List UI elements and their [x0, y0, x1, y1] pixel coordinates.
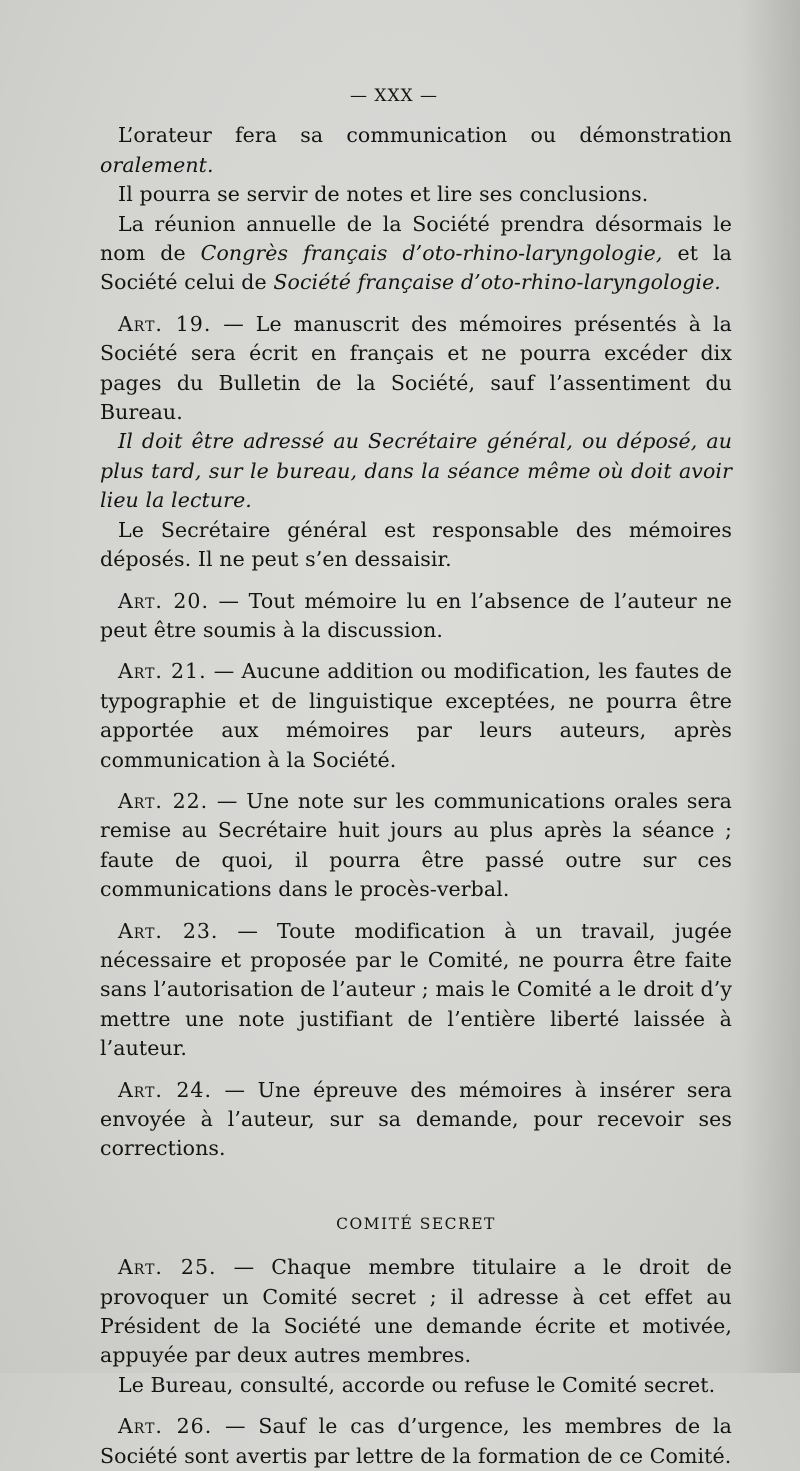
- article-19: [100, 310, 732, 428]
- article-23: [100, 917, 732, 1064]
- article-26: [100, 1412, 732, 1471]
- article-text: — Aucune addition ou modification, les fautes de typographie et de linguistique exceptées, ne pourra être apportée aux mémoires par leurs auteurs, après communication à la Société.: [100, 659, 732, 772]
- article-text: — Une épreuve des mémoires à insérer sera envoyée à l’auteur, sur sa demande, pour recevoir ses corrections.: [100, 1077, 732, 1161]
- article-text: — Une note sur les communications orales sera remise au Secrétaire huit jours au plus après la séance ; faute de quoi, il pourra être passé outre sur ces communications dans le procès-verbal.: [100, 788, 733, 902]
- article-24: [100, 1076, 732, 1164]
- society-name: Société française d’oto-rhino-laryngologie.: [273, 270, 721, 295]
- congress-name: Congrès français d’oto-rhino-laryngologie,: [200, 241, 663, 266]
- article-21: [100, 657, 732, 775]
- article-label: Art. 25.: [118, 1255, 217, 1280]
- article-label: Art. 24.: [118, 1077, 212, 1102]
- page-edge-shadow: [740, 0, 800, 1373]
- paragraph-congress-name: [100, 210, 732, 298]
- paragraph-text: et la Société celui de: [100, 241, 732, 295]
- article-text: — Sauf le cas d’urgence, les membres de la Société sont avertis par lettre de la formation de ce Comité.: [100, 1414, 732, 1468]
- article-text: — Tout mémoire lu en l’absence de l’auteur ne peut être soumis à la discussion.: [100, 588, 733, 642]
- article-22: [100, 787, 732, 905]
- paragraph-text: L’orateur fera sa communication ou démonstration: [118, 123, 732, 148]
- article-label: Art. 22.: [118, 788, 209, 813]
- article-label: Art. 21.: [118, 659, 207, 684]
- paragraph-notes: Il pourra se servir de notes et lire ses conclusions.: [118, 182, 649, 207]
- paragraph-oral-communication: [100, 121, 732, 180]
- article-text: — Le manuscrit des mémoires présentés à la Société sera écrit en français et ne pourra excéder dix pages du Bulletin de la Société, sauf l’assentiment du Bureau.: [100, 311, 733, 425]
- page-folio: — XXX —: [349, 86, 439, 106]
- article-19-responsibility: Le Secrétaire général est responsable des mémoires déposés. Il ne peut s’en dessaisir.: [100, 517, 732, 572]
- article-label: Art. 26.: [118, 1414, 213, 1439]
- article-20: [100, 587, 732, 646]
- article-25: [100, 1253, 732, 1371]
- article-text: — Toute modification à un travail, jugée nécessaire et proposée par le Comité, ne pourra être faite sans l’autorisation de l’auteur ; mais le Comité a le droit d’y mettre une note justifiant de l’entière liberté laissée à l’auteur.: [100, 918, 732, 1061]
- paragraph-text: La réunion annuelle de la Société prendra désormais le nom de: [100, 211, 732, 266]
- article-label: Art. 23.: [118, 918, 219, 943]
- article-text: — Chaque membre titulaire a le droit de provoquer un Comité secret ; il adresse à cet effet au Président de la Société une demande écrite et motivée, appuyée par deux autres membres.: [100, 1255, 732, 1368]
- section-title-comite-secret: COMITÉ SECRET: [336, 1214, 496, 1233]
- article-19-italic: Il doit être adressé au Secrétaire général, ou déposé, au plus tard, sur le bureau, dans la séance même où doit avoir lieu la lecture.: [100, 429, 732, 513]
- article-label: Art. 20.: [118, 588, 209, 613]
- article-25-bureau: Le Bureau, consulté, accorde ou refuse le Comité secret.: [118, 1372, 716, 1397]
- document-page: [100, 82, 732, 1471]
- article-label: Art. 19.: [118, 311, 212, 336]
- paragraph-emphasis: oralement.: [100, 152, 214, 177]
